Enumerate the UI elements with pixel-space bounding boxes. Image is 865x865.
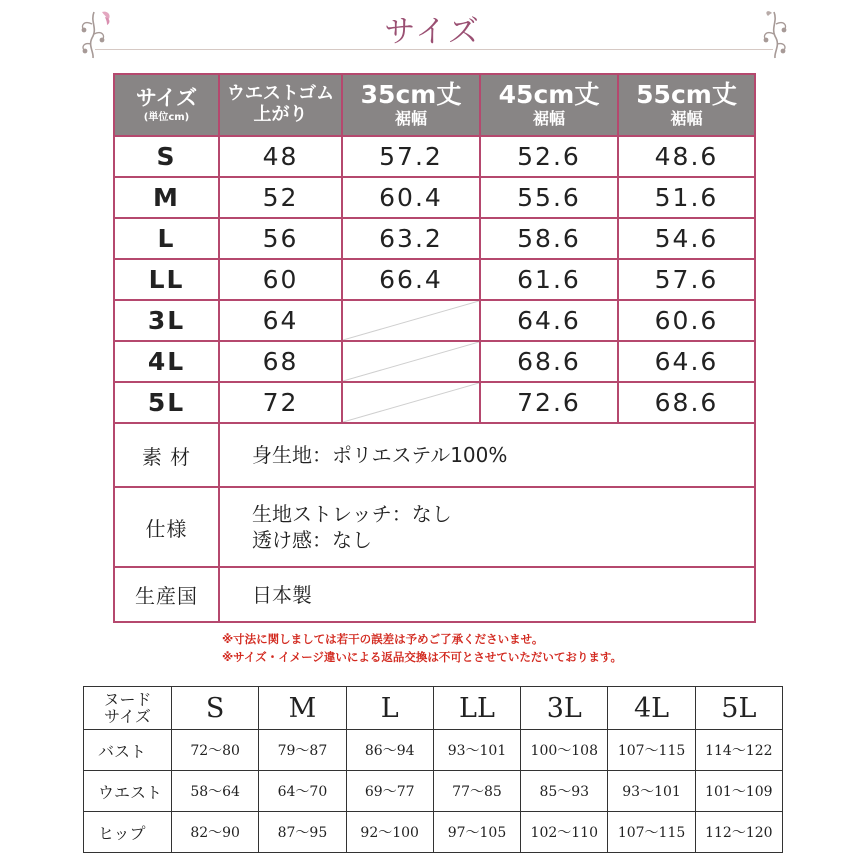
- size-cell: 4L: [114, 341, 219, 382]
- hem-45-cell: 72.6: [480, 382, 618, 423]
- header-waist-line2: 上がり: [253, 104, 308, 125]
- hem-35-cell-unavailable: [342, 382, 480, 423]
- nude-cell: 72〜80: [172, 730, 259, 771]
- hem-55-cell: 54.6: [618, 218, 755, 259]
- spec-label: 仕様: [114, 487, 219, 567]
- nude-size-header: 5L: [695, 687, 782, 730]
- header-length-45-sub: 裾幅: [532, 109, 565, 129]
- nude-size-header: M: [259, 687, 346, 730]
- hem-55-cell: 51.6: [618, 177, 755, 218]
- nude-cell: 77〜85: [433, 771, 520, 812]
- origin-value: 日本製: [219, 567, 755, 622]
- diagonal-slash-icon: [343, 342, 479, 381]
- material-value: 身生地：ポリエステル100%: [219, 423, 755, 487]
- nude-cell: 86〜94: [346, 730, 433, 771]
- title-divider: [95, 49, 773, 50]
- size-cell: 3L: [114, 300, 219, 341]
- waist-cell: 48: [219, 136, 342, 177]
- header-waist-line1: ウエストゴム: [226, 83, 335, 105]
- header-length-55: [618, 74, 755, 136]
- hem-35-cell: 60.4: [342, 177, 480, 218]
- disclaimer-notes: [222, 630, 762, 666]
- nude-cell: 64〜70: [259, 771, 346, 812]
- hem-45-cell: 68.6: [480, 341, 618, 382]
- nude-cell: 69〜77: [346, 771, 433, 812]
- nude-cell: 85〜93: [521, 771, 608, 812]
- hem-55-cell: 64.6: [618, 341, 755, 382]
- nude-size-header: 4L: [608, 687, 695, 730]
- hem-45-cell: 58.6: [480, 218, 618, 259]
- size-table: [113, 73, 756, 623]
- page-title: サイズ: [384, 14, 481, 50]
- spec-sheer: 透け感：なし: [252, 528, 372, 552]
- waist-cell: 64: [219, 300, 342, 341]
- header-length-55-sub: 裾幅: [670, 109, 703, 129]
- waist-cell: 72: [219, 382, 342, 423]
- nude-size-header: LL: [433, 687, 520, 730]
- floral-ornament-right-icon: [752, 8, 796, 60]
- nude-size-header: S: [172, 687, 259, 730]
- hem-55-cell: 57.6: [618, 259, 755, 300]
- nude-row-waist: [84, 771, 783, 812]
- nude-row-hip: [84, 812, 783, 853]
- hem-35-cell: 66.4: [342, 259, 480, 300]
- table-row: [114, 259, 755, 300]
- note-returns: ※サイズ・イメージ違いによる返品交換は不可とさせていただいております。: [222, 650, 622, 664]
- nude-cell: 100〜108: [521, 730, 608, 771]
- waist-cell: 60: [219, 259, 342, 300]
- size-cell: M: [114, 177, 219, 218]
- nude-row-label: バスト: [84, 730, 172, 771]
- header-length-45-label: 45cm丈: [498, 80, 600, 110]
- waist-cell: 52: [219, 177, 342, 218]
- nude-cell: 93〜101: [608, 771, 695, 812]
- header-size: [114, 74, 219, 136]
- nude-cell: 93〜101: [433, 730, 520, 771]
- nude-cell: 58〜64: [172, 771, 259, 812]
- nude-row-label: ヒップ: [84, 812, 172, 853]
- spec-value: [219, 487, 755, 567]
- nude-cell: 87〜95: [259, 812, 346, 853]
- waist-cell: 68: [219, 341, 342, 382]
- header-length-35-label: 35cm丈: [360, 80, 462, 110]
- nude-cell: 79〜87: [259, 730, 346, 771]
- hem-35-cell-unavailable: [342, 300, 480, 341]
- size-cell: L: [114, 218, 219, 259]
- hem-45-cell: 64.6: [480, 300, 618, 341]
- hem-55-cell: 68.6: [618, 382, 755, 423]
- header-length-35-sub: 裾幅: [394, 109, 427, 129]
- size-table-header: [114, 74, 755, 136]
- table-row: [114, 341, 755, 382]
- nude-cell: 92〜100: [346, 812, 433, 853]
- hem-45-cell: 55.6: [480, 177, 618, 218]
- size-cell: S: [114, 136, 219, 177]
- size-cell: LL: [114, 259, 219, 300]
- hem-45-cell: 61.6: [480, 259, 618, 300]
- nude-header-row: [84, 687, 783, 730]
- nude-cell: 114〜122: [695, 730, 782, 771]
- nude-corner-line2: サイズ: [104, 707, 151, 726]
- hem-35-cell-unavailable: [342, 341, 480, 382]
- diagonal-slash-icon: [343, 301, 479, 340]
- origin-row: [114, 567, 755, 622]
- nude-size-header: L: [346, 687, 433, 730]
- origin-label: 生産国: [114, 567, 219, 622]
- spec-row: [114, 487, 755, 567]
- page-header: [0, 0, 865, 62]
- hem-55-cell: 48.6: [618, 136, 755, 177]
- table-row: [114, 136, 755, 177]
- note-measurement: ※寸法に関しましては若干の誤差は予めご了承くださいませ。: [222, 632, 544, 646]
- nude-cell: 102〜110: [521, 812, 608, 853]
- nude-cell: 97〜105: [433, 812, 520, 853]
- hem-35-cell: 63.2: [342, 218, 480, 259]
- nude-cell: 82〜90: [172, 812, 259, 853]
- nude-corner-label: [84, 687, 172, 730]
- material-row: [114, 423, 755, 487]
- nude-size-header: 3L: [521, 687, 608, 730]
- nude-cell: 107〜115: [608, 730, 695, 771]
- header-length-45: [480, 74, 618, 136]
- header-size-label: サイズ: [135, 86, 198, 111]
- hem-35-cell: 57.2: [342, 136, 480, 177]
- header-length-55-label: 55cm丈: [636, 80, 737, 110]
- size-cell: 5L: [114, 382, 219, 423]
- spec-stretch: 生地ストレッチ：なし: [252, 502, 452, 526]
- nude-size-table: [83, 686, 783, 853]
- material-label: 素 材: [114, 423, 219, 487]
- header-length-35: [342, 74, 480, 136]
- nude-cell: 101〜109: [695, 771, 782, 812]
- table-row: [114, 382, 755, 423]
- diagonal-slash-icon: [343, 383, 479, 422]
- nude-row-bust: [84, 730, 783, 771]
- hem-45-cell: 52.6: [480, 136, 618, 177]
- table-row: [114, 300, 755, 341]
- nude-row-label: ウエスト: [84, 771, 172, 812]
- table-row: [114, 177, 755, 218]
- table-row: [114, 218, 755, 259]
- nude-cell: 107〜115: [608, 812, 695, 853]
- nude-corner-line1: ヌード: [103, 690, 152, 709]
- nude-cell: 112〜120: [695, 812, 782, 853]
- hem-55-cell: 60.6: [618, 300, 755, 341]
- waist-cell: 56: [219, 218, 342, 259]
- header-waist: [219, 74, 342, 136]
- header-unit-label: (単位cm): [143, 112, 190, 124]
